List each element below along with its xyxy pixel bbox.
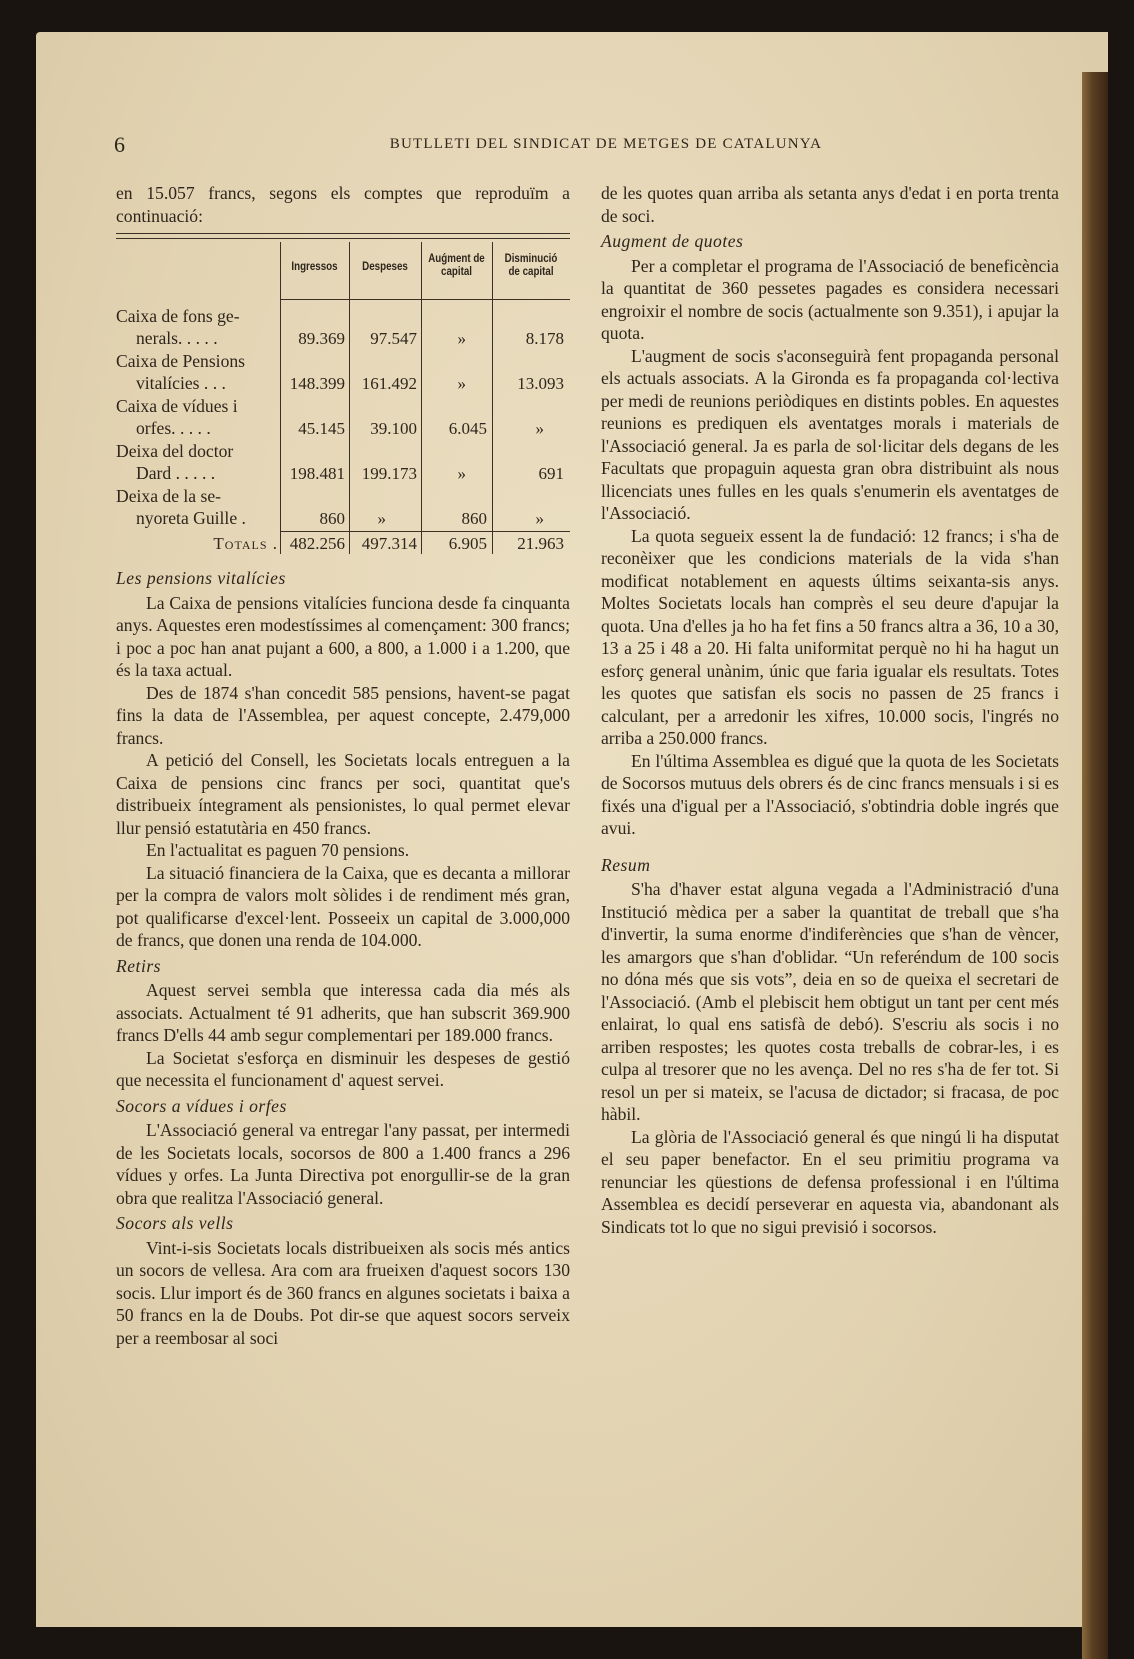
label-line: Dard . . . . .: [136, 463, 216, 483]
paragraph: A petició del Consell, les Societats locals entreguen a la Caixa de pensions cinc francs per soci, quantitat que's distribueix íntegrament als pensionistes, lo qual permet elevar llur pensió estatutària en 450 francs.: [116, 750, 570, 838]
table-cell: 6.045: [448, 419, 487, 438]
table-cell: »: [535, 509, 544, 528]
table-top-rule-2: [116, 238, 570, 239]
table-total-cell: 482.256: [289, 534, 345, 553]
label-line: nerals. . . . .: [136, 328, 218, 348]
document-page: [36, 32, 1108, 1627]
paragraph: L'augment de socis s'aconseguirà fent propaganda personal els actuals associats. A la Gironda es fa propaganda col·lectiva per medi de reunions periòdiques en distints pobles. En aquestes reunions es prediquen els aventatges morals i materials de l'Associació general. Ja es parla de sol·licitar dels degans de les Facultats que propaguin aquesta gran obra distribuint als nous llicenciats unes fulles en les quals s'enumerin els aventatges de l'Associació.: [601, 345, 1059, 523]
table-header-rule: [280, 299, 570, 300]
label-line: vitalícies . . .: [136, 373, 226, 393]
table-total-cell: 6.905: [448, 534, 487, 553]
header-ingressos: Ingressos: [291, 261, 338, 273]
table-cell: 13.093: [517, 374, 564, 393]
table-cell: 860: [319, 509, 345, 528]
paragraph: L'Associació general va entregar l'any passat, per intermedi de les Societats locals, socorsos de 800 a 1.400 francs a 296 vídues y orfes. La Junta Directiva pot enorgullir-se de la gran obra que realitza l'Associació general.: [116, 1120, 570, 1208]
label-line: orfes. . . . .: [136, 418, 211, 438]
paragraph: La quota segueix essent la de fundació: 12 francs; i s'ha de reconèixer que les condicions materials de la vida s'han modificat notablement en aquests últims seixanta-sis anys. Moltes Societats locals han comprès el seu deure d'apujar la quota. Una d'elles ja ho ha fet fins a 50 francs altra a 36, 10 a 30, 13 a 25 i 48 a 20. Hi falta uniformitat perquè no hi ha hagut un esforç general unànim, únic que faria igualar els resultats. Totes les quotes que satisfan els socis no passen de 25 francs i calculant, per a arredonir les xifres, 10.000 socis, l'ingrés no arriba a 250.000 francs.: [601, 525, 1059, 748]
paragraph: S'ha d'haver estat alguna vegada a l'Administració d'una Institució mèdica per a saber la quantitat de treball que s'ha d'invertir, la suma enorme d'indiferències que s'han de vèncer, les amargors que s'han d'oblidar. “Un referéndum de 100 socis no dóna més que sis vots”, deia en so de queixa el secretari de l'Associació. (Amb el plebiscit hem obtigut un tant per cent més enlairat, lo qual ens satisfà de debó). S'escriu als socis i no arriben respostes; les quotes costa treballs de cobrar-les, i es culpa al tresorer que no les avença. Del no res s'ha de fer tot. Si resol un per si mateix, se l'acusa de dictador; si fracasa, de poc hàbil.: [601, 879, 1059, 1124]
paragraph: de les quotes quan arriba als setanta anys d'edat i en porta trenta de soci.: [601, 183, 1059, 226]
right-column: [601, 182, 1059, 1238]
paragraph: Aquest servei sembla que interessa cada dia més als associats. Actualment té 91 adherits, que han subscrit 369.900 francs D'ells 44 amb segur complementari per 189.000 francs.: [116, 980, 570, 1045]
table-top-rule: [116, 233, 570, 234]
label-line: Deixa del doctor: [116, 441, 234, 461]
label-line: Caixa de fons ge-: [116, 306, 240, 326]
table-row-label: [116, 440, 276, 484]
table-cell: »: [377, 509, 386, 528]
table-total-cell: 21.963: [517, 534, 564, 553]
paragraph: En l'actualitat es paguen 70 pensions.: [146, 840, 410, 860]
left-column: [116, 182, 570, 1349]
table-row-label: [116, 350, 276, 394]
table-totals-rule: [280, 531, 570, 532]
table-cell: 39.100: [370, 419, 417, 438]
header-despeses: Despeses: [362, 261, 408, 273]
header-disminucio: Disminució de capital: [504, 253, 558, 278]
accounts-table: [116, 233, 570, 563]
table-cell: 97.547: [370, 329, 417, 348]
running-head: BUTLLETI DEL SINDICAT DE METGES DE CATALUNYA: [389, 136, 823, 152]
paragraph: La Societat s'esforça en disminuir les despeses de gestió que necessita el funcionament d' aquest servei.: [116, 1047, 570, 1090]
table-cell: »: [535, 419, 544, 438]
table-cell: 161.492: [361, 374, 417, 393]
section-heading: Resum: [601, 854, 651, 875]
label-line: Caixa de Pensions: [116, 351, 246, 371]
table-cell: 89.369: [298, 329, 345, 348]
table-cell: 8.178: [525, 329, 564, 348]
section-heading: Retirs: [116, 955, 162, 976]
table-cell: 860: [461, 509, 487, 528]
label-line: Deixa de la se-: [116, 486, 222, 506]
paragraph: Vint-i-sis Societats locals distribueixen als socis més antics un socors de vellesa. Ara com ara frueixen d'aquest socors 130 socis. Llur import és de 360 francs en algunes societats i baixa a 50 francs en la de Doubs. Pot dir-se que aquest socors serveix per a reembosar al soci: [116, 1237, 570, 1348]
table-cell: 199.173: [361, 464, 417, 483]
table-row-label: [116, 305, 276, 349]
table-cell: »: [457, 464, 466, 483]
table-cell: »: [457, 329, 466, 348]
table-cell: 691: [538, 464, 564, 483]
label-line: nyoreta Guille .: [136, 508, 246, 528]
section-heading: Socors a vídues i orfes: [116, 1095, 287, 1116]
label-line: Caixa de vídues i: [116, 396, 238, 416]
page-number: 6: [114, 132, 125, 157]
paragraph: Per a completar el programa de l'Associació de beneficència la quantitat de 360 pessetes pagades es considera necessari engroixir el nombre de socis (actualmente son 9.351), i apujar la quota.: [601, 255, 1059, 343]
header-augment: Auǵment de capital: [428, 253, 485, 278]
paragraph: La glòria de l'Associació general és que ningú li ha disputat el seu paper benefactor. En el seu primitiu programa va renunciar les qüestions de defensa professional i en l'última Assemblea es decidí perseverar en aquesta via, abandonant als Sindicats tot lo que no sigui previsió i socorsos.: [601, 1126, 1059, 1237]
table-row-label: [116, 395, 276, 439]
intro-paragraph: en 15.057 francs, segons els comptes que reproduïm a continuació:: [116, 183, 570, 226]
table-cell: »: [457, 374, 466, 393]
paragraph: Des de 1874 s'han concedit 585 pensions, havent-se pagat fins la data de l'Assemblea, per aquest concepte, 2.479,000 francs.: [116, 682, 570, 748]
table-cell: 198.481: [289, 464, 345, 483]
table-row-label: [116, 485, 276, 529]
table-cell: 148.399: [289, 374, 345, 393]
section-heading: Socors als vells: [116, 1213, 234, 1233]
totals-label: Totals .: [213, 534, 278, 553]
section-heading: Les pensions vitalícies: [116, 568, 286, 588]
table-cell: 45.145: [298, 419, 345, 438]
paragraph: En l'última Assemblea es digué que la quota de les Societats de Socorsos mutuus dels obrers és de cinc francs mensuals i si es fixés una d'igual per a l'Associació, s'obtindria doble ingrés que avui.: [601, 750, 1059, 838]
section-heading: Augment de quotes: [601, 231, 744, 251]
paragraph: La situació financiera de la Caixa, que es decanta a millorar per la compra de valors molt sòlides i de rendiment més gran, pot qualificarse d'excel·lent. Posseeix un capital de 3.000,000 de francs, que donen una renda de 104.000.: [116, 862, 570, 950]
paragraph: La Caixa de pensions vitalícies funciona desde fa cinquanta anys. Aquestes eren modestíssimes al començament: 300 francs; i poc a poc han anat pujant a 600, a 800, a 1.000 i a 1.200, que és la taxa actual.: [116, 592, 570, 680]
book-spine: [1082, 72, 1108, 1659]
table-total-cell: 497.314: [361, 534, 417, 553]
